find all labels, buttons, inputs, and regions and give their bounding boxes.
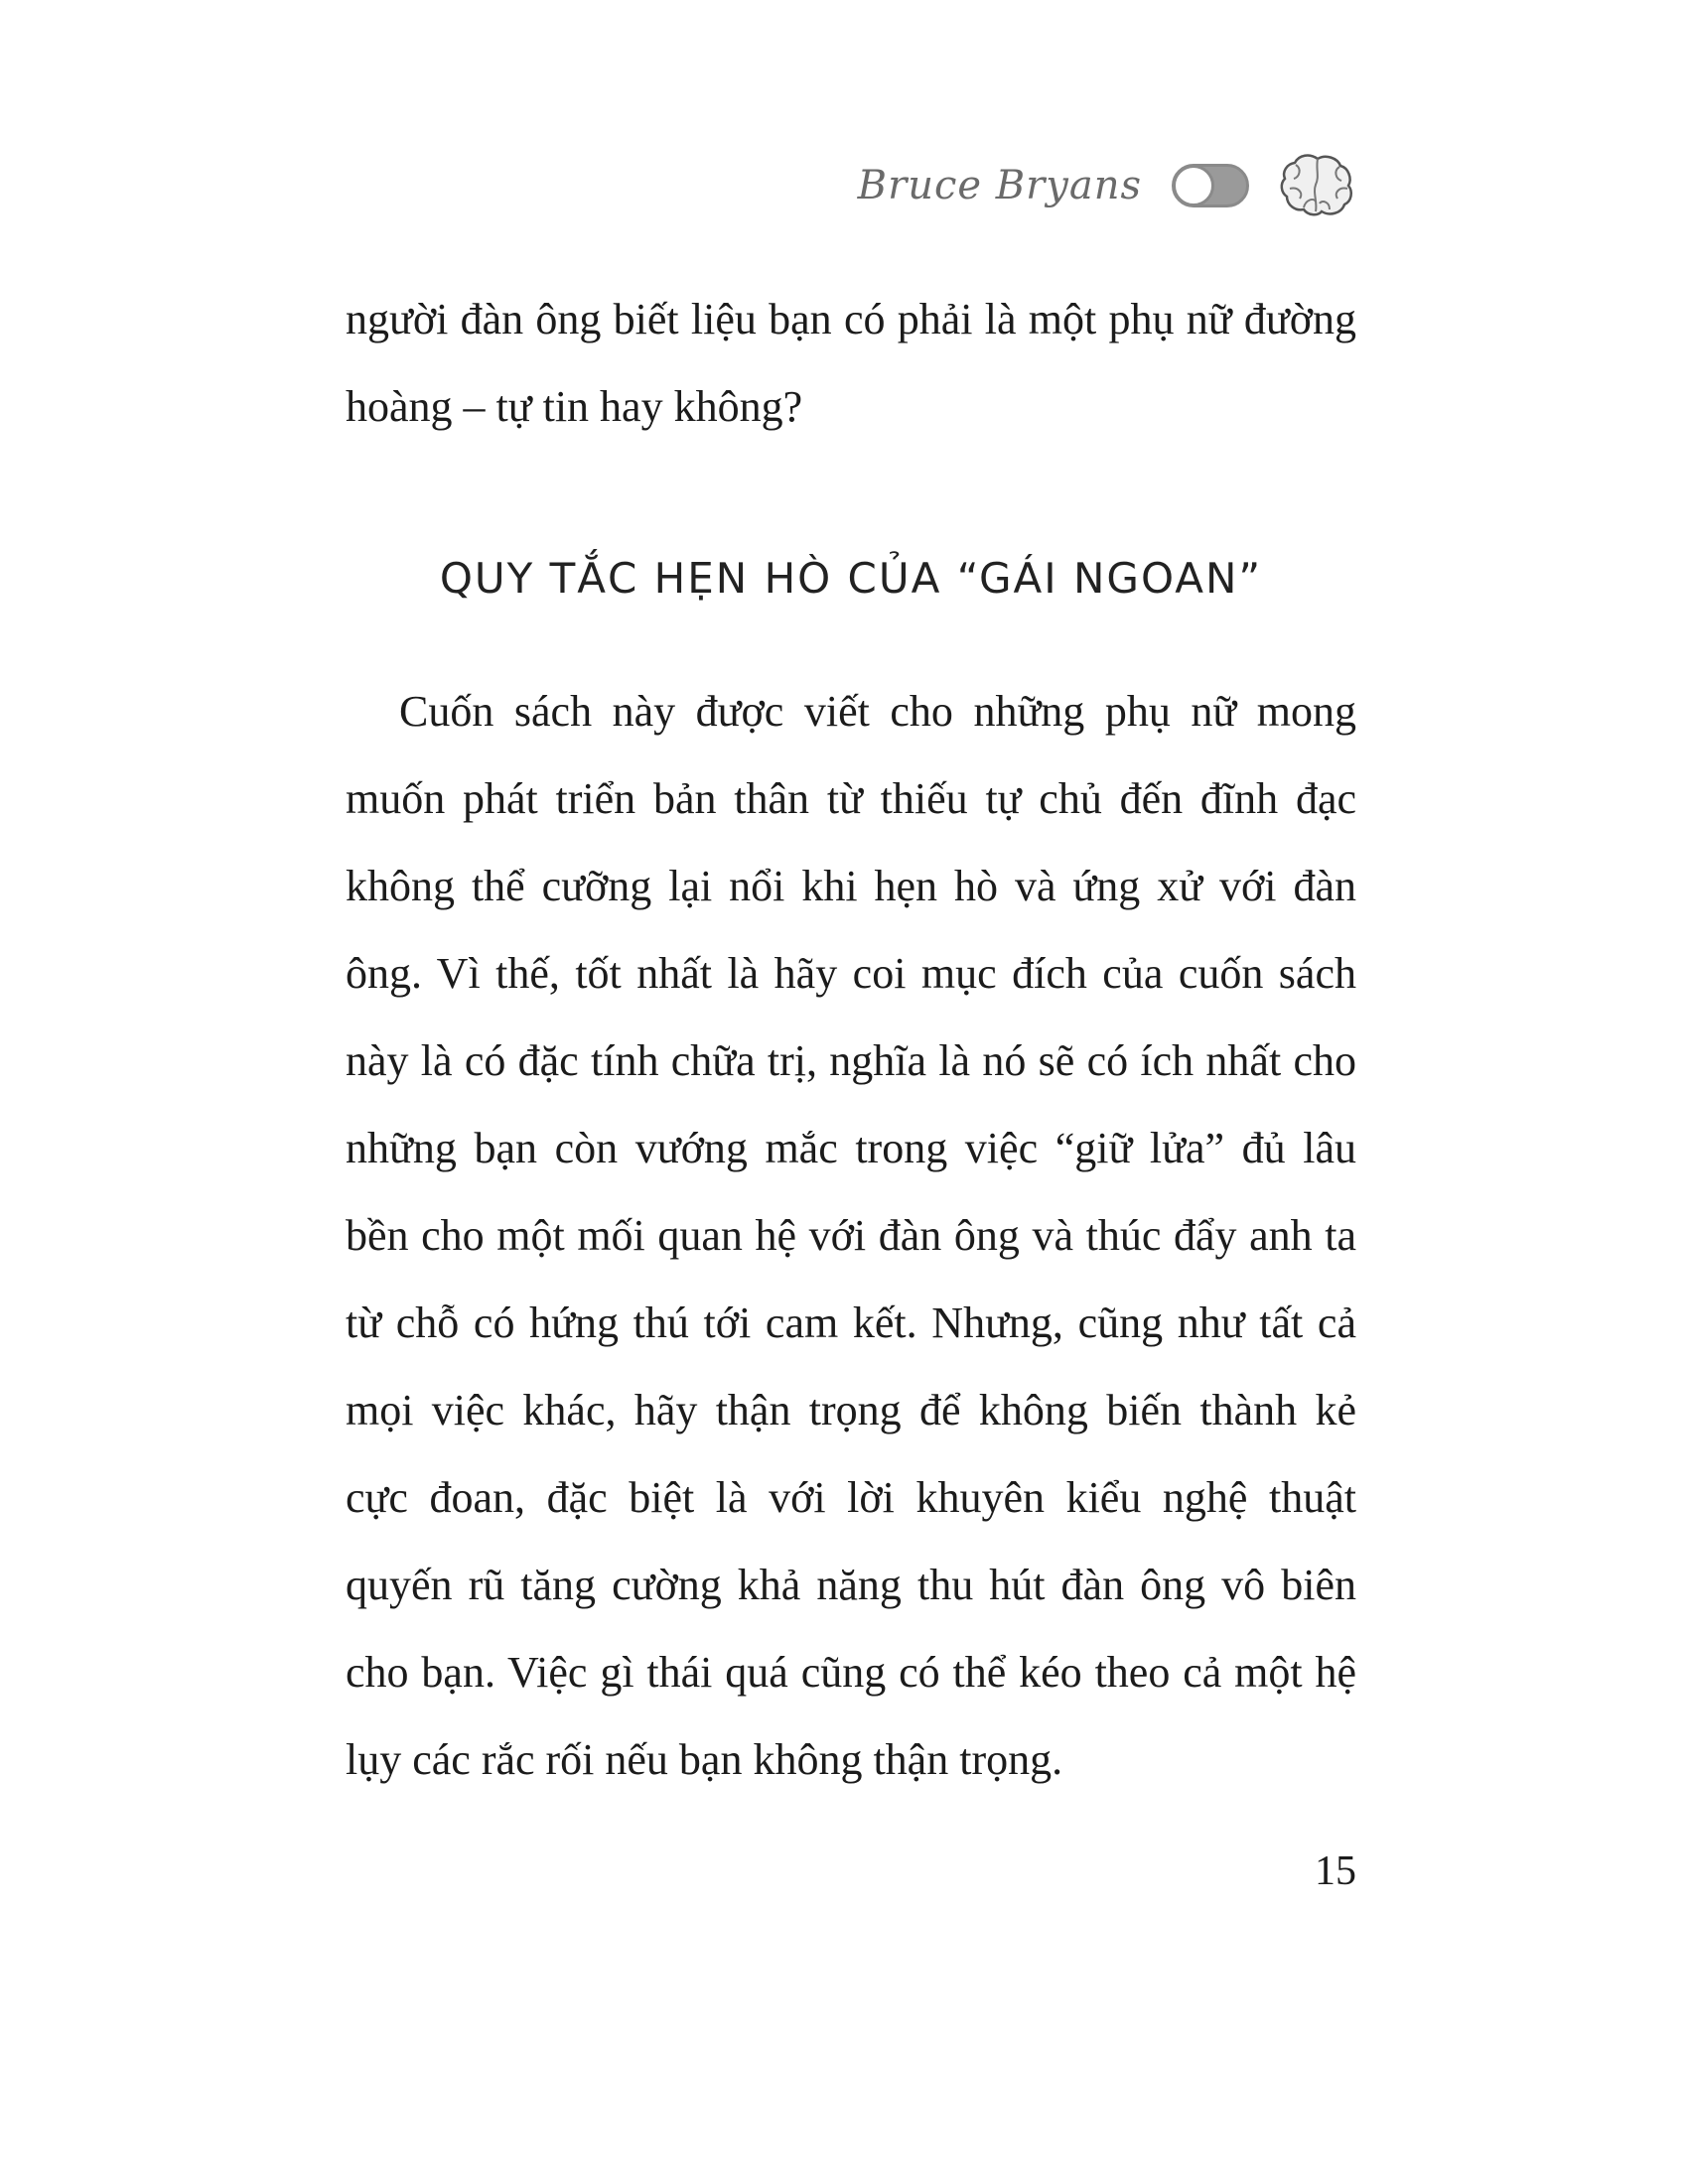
paragraph-continuation: người đàn ông biết liệu bạn có phải là một phụ nữ đường hoàng – tự tin hay không?: [346, 295, 1356, 431]
page-number: 15: [1315, 1848, 1356, 1894]
body-paragraph: Cuốn sách này được viết cho những phụ nữ mong muốn phát triển bản thân từ thiếu tự chủ đến đĩnh đạc không thể cưỡng lại nổi khi hẹn hò và ứng xử với đàn ông. Vì thế, tốt nhất là hãy coi mục đích của cuốn sách này là có đặc tính chữa trị, nghĩa là nó sẽ có ích nhất cho những bạn còn vướng mắc trong việc “giữ lửa” đủ lâu bền cho một mối quan hệ với đàn ông và thúc đẩy anh ta từ chỗ có hứng thú tới cam kết. Nhưng, cũng như tất cả mọi việc khác, hãy thận trọng để không biến thành kẻ cực đoan, đặc biệt là với lời khuyên kiểu nghệ thuật quyến rũ tăng cường khả năng thu hút đàn ông vô biên cho bạn. Việc gì thái quá cũng có thể kéo theo cả một hệ lụy các rắc rối nếu bạn không thận trọng.: [346, 687, 1356, 1784]
brain-icon: [1279, 152, 1356, 219]
author-name: Bruce Bryans: [857, 163, 1142, 208]
toggle-knob: [1173, 165, 1214, 206]
page-header: [346, 147, 1356, 224]
toggle-icon: [1172, 164, 1249, 207]
content-column: [346, 147, 1356, 1895]
section-heading: QUY TẮC HẸN HÒ CỦA “GÁI NGOAN”: [439, 554, 1263, 603]
